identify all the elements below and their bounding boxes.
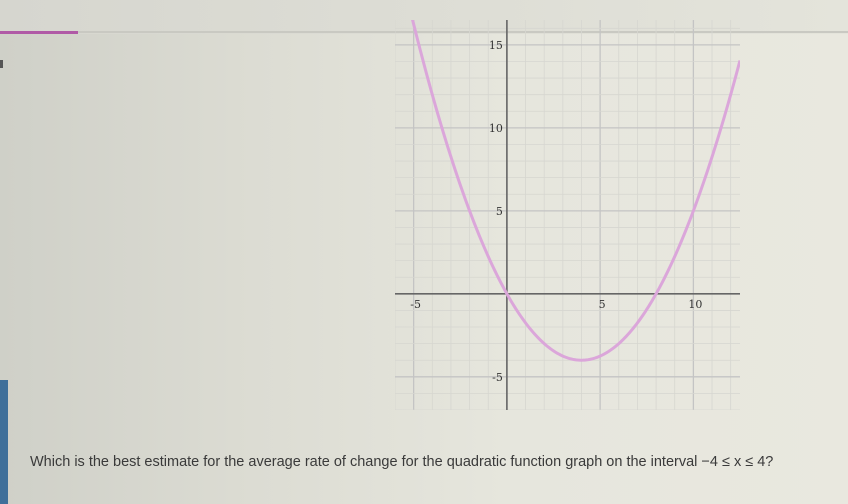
question-text bbox=[30, 454, 840, 470]
top-accent-line bbox=[0, 31, 78, 34]
graph-grid bbox=[395, 20, 740, 410]
x-tick-label: -5 bbox=[410, 297, 422, 311]
x-tick-label: 5 bbox=[598, 297, 606, 311]
x-tick-label: 10 bbox=[688, 297, 703, 311]
left-edge-strip bbox=[0, 380, 8, 504]
question-interval: −4 ≤ x ≤ 4? bbox=[701, 454, 774, 470]
question-body: Which is the best estimate for the average rate of change for the quadratic function graph on the interval bbox=[30, 454, 698, 470]
y-tick-label: 10 bbox=[488, 121, 503, 135]
y-tick-label: 5 bbox=[495, 204, 503, 218]
y-tick-label: -5 bbox=[492, 370, 503, 384]
y-tick-label: 15 bbox=[488, 38, 503, 52]
graph-axes bbox=[395, 20, 740, 410]
left-margin-mark bbox=[0, 60, 3, 68]
quadratic-graph bbox=[395, 20, 740, 410]
